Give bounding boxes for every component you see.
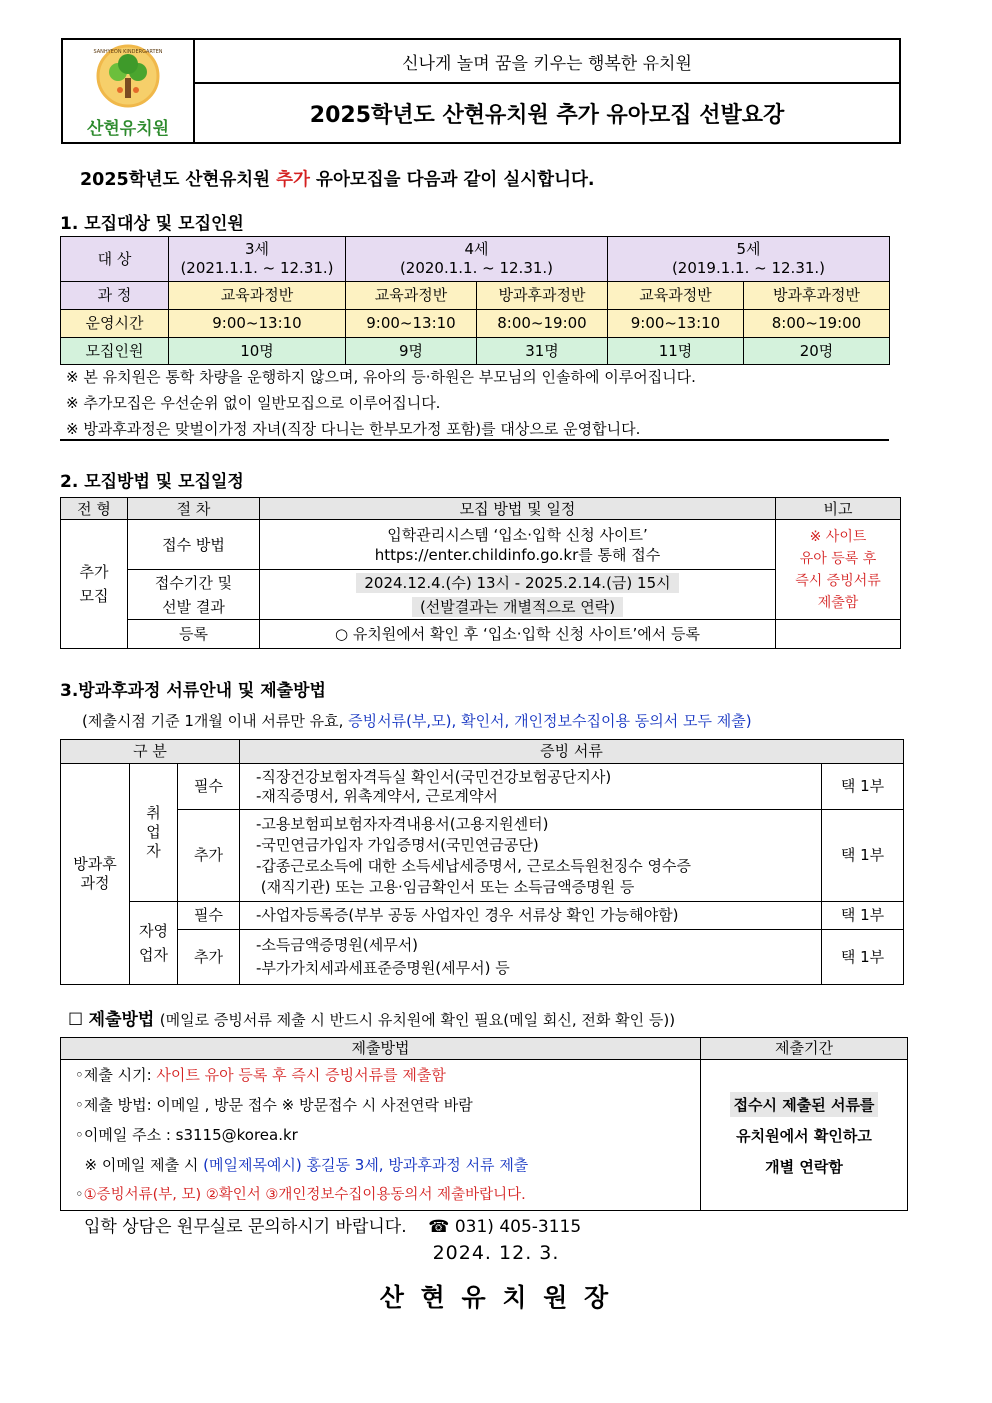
hours-cell: 8:00~19:00 (744, 310, 890, 338)
submission-title: ☐ 제출방법 (메일로 증빙서류 제출 시 반드시 유치원에 확인 필요(메일 회신, 전화 확인 등)) (68, 1010, 676, 1030)
documents-table (60, 739, 904, 985)
submit-method-cell (61, 1060, 701, 1211)
checkbox-icon: ☐ (68, 1010, 84, 1030)
hours-cell: 9:00~13:10 (169, 310, 346, 338)
header-type: 전 형 (61, 498, 128, 520)
logo-sub-text: SANHYEON KINDERGARTEN (93, 49, 163, 55)
pick-one: 택 1부 (822, 930, 904, 985)
remark-cell: ※ 사이트 유아 등록 후 즉시 증빙서류 제출함 (776, 520, 901, 620)
doc-list: -고용보험피보험자자격내용서(고용지원센터) -국민연금가입자 가입증명서(국민연금공단) -갑종근로소득에 대한 소득세납세증명서, 근로소득원천징수 영수증 (재직기관) 또는 고용·임금확인서 또는 소득금액증명원 등 (240, 810, 822, 902)
course-cell: 교육과정반 (608, 282, 744, 310)
logo (63, 40, 195, 142)
submit-way: ◦제출 방법: 이메일 , 방문 접수 ※ 방문접수 시 사전연락 바람 (75, 1096, 473, 1114)
submit-period-cell: 접수시 제출된 서류를 유치원에서 확인하고 개별 연락함 (701, 1060, 908, 1211)
course-cell: 방과후과정반 (744, 282, 890, 310)
recruit-type: 추가 모집 (61, 520, 128, 649)
table-row (61, 520, 901, 570)
hours-cell: 8:00~19:00 (477, 310, 608, 338)
row-label-target: 대 상 (61, 237, 169, 282)
table-row (61, 338, 890, 365)
kindergarten-logo-icon (63, 40, 193, 142)
submit-email: ◦이메일 주소 : s3115@korea.kr (75, 1126, 298, 1144)
count-cell: 9명 (346, 338, 477, 365)
recruitment-table (60, 236, 890, 365)
logo-text: 산현유치원 (86, 119, 170, 139)
doc-list: -소득금액증명원(세무서) -부가가치세과세표준증명원(세무서) 등 (240, 930, 822, 985)
count-cell: 10명 (169, 338, 346, 365)
course-cell: 교육과정반 (169, 282, 346, 310)
age-3: 3세 (2021.1.1. ~ 12.31.) (169, 237, 346, 282)
hours-cell: 9:00~13:10 (346, 310, 477, 338)
pick-one: 택 1부 (822, 764, 904, 810)
intro-before: 2025학년도 산현유치원 (80, 170, 277, 190)
method-cell: 2024.12.4.(수) 13시 - 2025.2.14.(금) 15시(선발결과는 개별적으로 연락) (260, 570, 776, 620)
schedule-table (60, 497, 901, 649)
section3-note: (제출시점 기준 1개월 이내 서류만 유효, 증빙서류(부,모), 확인서, 개인정보수집이용 동의서 모두 제출) (82, 712, 752, 730)
header-step: 절 차 (128, 498, 260, 520)
consult-note: 입학 상담은 원무실로 문의하시기 바랍니다. ☎ 031) 405-3115 (84, 1217, 582, 1237)
step-cell: 등록 (128, 620, 260, 649)
remark-empty (776, 620, 901, 649)
header-remark: 비고 (776, 498, 901, 520)
note-2: ※ 추가모집은 우선순위 없이 일반모집으로 이루어집니다. (66, 394, 441, 412)
pick-one: 택 1부 (822, 810, 904, 902)
table-header-row (61, 498, 901, 520)
header-box (61, 38, 901, 144)
section1-title: 1. 모집대상 및 모집인원 (60, 214, 244, 234)
issue-date: 2024. 12. 3. (432, 1242, 560, 1264)
additional-label: 추가 (178, 930, 240, 985)
required-label: 필수 (178, 764, 240, 810)
pick-one: 택 1부 (822, 902, 904, 930)
submit-time: ◦제출 시기: 사이트 유아 등록 후 즉시 증빙서류를 제출함 (75, 1066, 446, 1084)
intro-text (80, 166, 595, 191)
self-employed-cell: 자영 업자 (130, 902, 178, 985)
row-label-count: 모집인원 (61, 338, 169, 365)
header-documents: 증빙 서류 (240, 740, 904, 764)
table-row (61, 282, 890, 310)
row-label-hours: 운영시간 (61, 310, 169, 338)
count-cell: 31명 (477, 338, 608, 365)
table-row (61, 310, 890, 338)
divider (60, 439, 889, 441)
doc-list: -사업자등록증(부부 공동 사업자인 경우 서류상 확인 가능해야함) (240, 902, 822, 930)
course-cell: 방과후과정반 (477, 282, 608, 310)
intro-after: 유아모집을 다음과 같이 실시합니다. (309, 170, 595, 190)
method-cell: ○ 유치원에서 확인 후 ‘입소·입학 신청 사이트’에서 등록 (260, 620, 776, 649)
step-cell: 접수기간 및 선발 결과 (128, 570, 260, 620)
header-submit-method: 제출방법 (61, 1038, 701, 1060)
step-cell: 접수 방법 (128, 520, 260, 570)
header-method: 모집 방법 및 일정 (260, 498, 776, 520)
page-title: 2025학년도 산현유치원 추가 유아모집 선발요강 (309, 102, 785, 128)
intro-highlight: 추가 (276, 170, 310, 190)
phone-icon: ☎ (428, 1217, 450, 1237)
table-row (61, 570, 901, 620)
table-row (61, 930, 904, 985)
required-label: 필수 (178, 902, 240, 930)
header-submit-period: 제출기간 (701, 1038, 908, 1060)
table-row (61, 810, 904, 902)
phone-number: 031) 405-3115 (454, 1217, 582, 1237)
section3-title: 3.방과후과정 서류안내 및 제출방법 (60, 681, 326, 701)
count-cell: 20명 (744, 338, 890, 365)
row-label-course: 과 정 (61, 282, 169, 310)
signature: 산 현 유 치 원 장 (379, 1283, 613, 1312)
note-3: ※ 방과후과정은 맞벌이가정 자녀(직장 다니는 한부모가정 포함)를 대상으로 운영합니다. (66, 420, 641, 438)
section2-title: 2. 모집방법 및 모집일정 (60, 472, 244, 492)
employee-cell: 취 업 자 (130, 764, 178, 902)
additional-label: 추가 (178, 810, 240, 902)
table-row (61, 902, 904, 930)
method-cell: 입학관리시스템 ‘입소·입학 신청 사이트’ https://enter.childinfo.go.kr를 통해 접수 (260, 520, 776, 570)
hours-cell: 9:00~13:10 (608, 310, 744, 338)
motto: 신나게 놀며 꿈을 키우는 행복한 유치원 (195, 40, 899, 84)
table-row (61, 237, 890, 282)
table-row (61, 764, 904, 810)
course-cell: 교육과정반 (346, 282, 477, 310)
category-cell: 방과후 과정 (61, 764, 130, 985)
count-cell: 11명 (608, 338, 744, 365)
table-header-row (61, 1038, 908, 1060)
submit-email-note: ※ 이메일 제출 시 (메일제목예시) 홍길동 3세, 방과후과정 서류 제출 (75, 1156, 529, 1174)
submission-table (60, 1037, 908, 1211)
table-header-row (61, 740, 904, 764)
submit-documents: ◦①증빙서류(부, 모) ②확인서 ③개인정보수집이용동의서 제출바랍니다. (75, 1187, 526, 1203)
note-1: ※ 본 유치원은 통학 차량을 운행하지 않으며, 유아의 등·하원은 부모님의 인솔하에 이루어집니다. (66, 368, 696, 386)
header-category: 구 분 (61, 740, 240, 764)
age-4: 4세 (2020.1.1. ~ 12.31.) (346, 237, 608, 282)
doc-list: -직장건강보험자격득실 확인서(국민건강보험공단지사) -재직증명서, 위촉계약서, 근로계약서 (240, 764, 822, 810)
age-5: 5세 (2019.1.1. ~ 12.31.) (608, 237, 890, 282)
table-row (61, 620, 901, 649)
table-row (61, 1060, 908, 1211)
